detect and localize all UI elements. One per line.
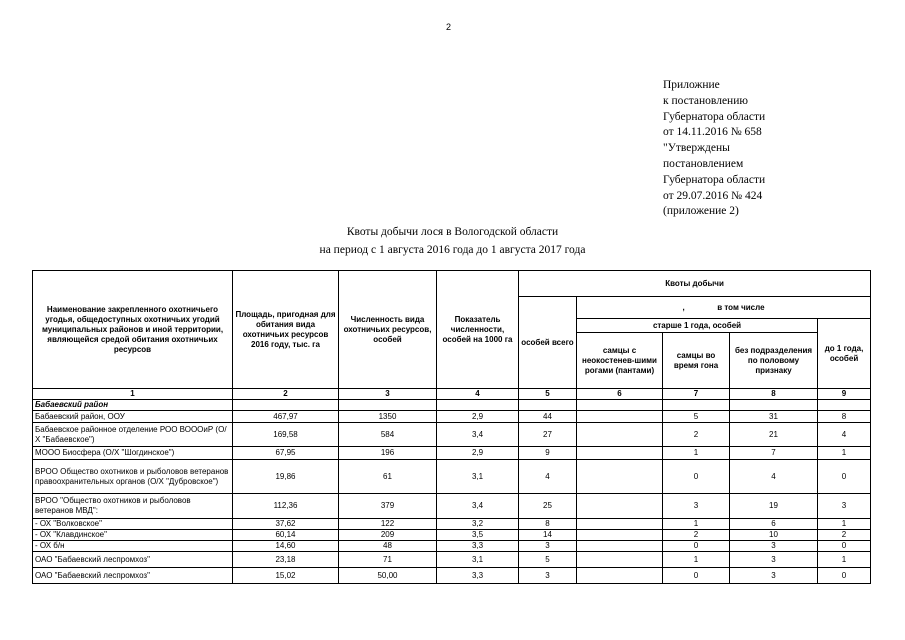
- cell-no-sex: 19: [730, 494, 818, 519]
- cell-area: 169,58: [233, 423, 339, 447]
- document-title: [0, 223, 905, 259]
- cell-males-no-antlers: [577, 541, 663, 552]
- cell-area: 112,36: [233, 494, 339, 519]
- cell-males-rut: 0: [663, 460, 730, 494]
- header-density: Показатель численности, особей на 1000 га: [437, 271, 519, 389]
- header-quotas: Квоты добычи: [519, 271, 871, 297]
- cell-density: 3,1: [437, 460, 519, 494]
- appendix-line: Губернатора области: [663, 110, 766, 123]
- cell-total: 4: [519, 460, 577, 494]
- cell-under-one: 2: [818, 530, 871, 541]
- cell-total: 27: [519, 423, 577, 447]
- table-row: [33, 460, 871, 494]
- column-number: 3: [339, 389, 437, 400]
- cell-total: 8: [519, 519, 577, 530]
- cell-under-one: 8: [818, 411, 871, 423]
- cell-under-one: 1: [818, 552, 871, 568]
- cell-total: 5: [519, 552, 577, 568]
- cell-males-rut: 0: [663, 541, 730, 552]
- cell-density: 3,5: [437, 530, 519, 541]
- cell-density: 2,9: [437, 447, 519, 460]
- cell-name: - ОХ "Клавдинское": [33, 530, 233, 541]
- cell-population: 50,00: [339, 568, 437, 584]
- cell-area: 23,18: [233, 552, 339, 568]
- cell-under-one: 0: [818, 460, 871, 494]
- cell-no-sex: 3: [730, 541, 818, 552]
- appendix-line: постановлением: [663, 157, 744, 170]
- cell-under-one: 0: [818, 541, 871, 552]
- column-number: 8: [730, 389, 818, 400]
- column-number: 1: [33, 389, 233, 400]
- cell-males-rut: 2: [663, 423, 730, 447]
- page-number: 2: [446, 22, 452, 32]
- title-line-1: Квоты добычи лося в Вологодской области: [346, 226, 559, 238]
- cell-under-one: 3: [818, 494, 871, 519]
- cell-area: 15,02: [233, 568, 339, 584]
- header-total: особей всего: [519, 297, 577, 389]
- cell-population: 584: [339, 423, 437, 447]
- table-row: [33, 552, 871, 568]
- cell-males-rut: 3: [663, 494, 730, 519]
- cell-population: 61: [339, 460, 437, 494]
- header-older: старше 1 года, особей: [577, 319, 818, 333]
- appendix-line: "Утверждены: [663, 142, 730, 155]
- appendix-line: Губернатора области: [663, 173, 766, 186]
- cell-no-sex: 6: [730, 519, 818, 530]
- header-population: Численность вида охотничьих ресурсов, особей: [339, 271, 437, 389]
- cell-total: 25: [519, 494, 577, 519]
- appendix-line: Приложние: [663, 79, 720, 91]
- table-row: [33, 530, 871, 541]
- table-row: [33, 568, 871, 584]
- column-number-row: [33, 389, 871, 400]
- column-number: 7: [663, 389, 730, 400]
- cell-males-no-antlers: [577, 519, 663, 530]
- cell-no-sex: 10: [730, 530, 818, 541]
- cell-population: 379: [339, 494, 437, 519]
- cell-males-rut: 1: [663, 447, 730, 460]
- header-no-sex: без подразделения по половому признаку: [730, 333, 818, 389]
- appendix-line: от 29.07.2016 № 424: [663, 189, 763, 202]
- header-under-one: до 1 года, особей: [818, 319, 871, 389]
- header-name: Наименование закрепленного охотничьего угодья, общедоступных охотничьих угодий муниципальных районов и иной территории, являющейся средой обитания охотничьих ресурсов: [33, 271, 233, 389]
- appendix-note: [663, 78, 765, 220]
- cell-males-rut: 0: [663, 568, 730, 584]
- cell-density: 3,1: [437, 552, 519, 568]
- cell-area: 19,86: [233, 460, 339, 494]
- cell-area: 37,62: [233, 519, 339, 530]
- cell-density: 3,3: [437, 568, 519, 584]
- cell-name: МООО Биосфера (О/Х "Шогдинское"): [33, 447, 233, 460]
- cell-density: 2,9: [437, 411, 519, 423]
- cell-males-no-antlers: [577, 411, 663, 423]
- header-including-mark: ,: [682, 302, 685, 312]
- column-number: 9: [818, 389, 871, 400]
- header-area: Площадь, пригодная для обитания вида охотничьих ресурсов 2016 году, тыс. га: [233, 271, 339, 389]
- title-line-2: на период с 1 августа 2016 года до 1 августа 2017 года: [319, 244, 586, 256]
- cell-area: 60,14: [233, 530, 339, 541]
- cell-density: 3,4: [437, 494, 519, 519]
- cell-males-rut: 5: [663, 411, 730, 423]
- cell-males-no-antlers: [577, 447, 663, 460]
- appendix-line: (приложение 2): [663, 205, 739, 218]
- quota-table: [32, 270, 871, 584]
- table-row: [33, 541, 871, 552]
- header-including: [577, 297, 871, 319]
- cell-under-one: 0: [818, 568, 871, 584]
- header-males-no-antlers: самцы с неокостенев-шими рогами (пантами): [577, 333, 663, 389]
- table-row: [33, 447, 871, 460]
- cell-name: ВРОО "Общество охотников и рыболовов ветеранов МВД":: [33, 494, 233, 519]
- cell-name: ВРОО Общество охотников и рыболовов ветеранов правоохранительных органов (О/Х "Дубровское"): [33, 460, 233, 494]
- column-number: 4: [437, 389, 519, 400]
- table-row: [33, 494, 871, 519]
- cell-total: 14: [519, 530, 577, 541]
- column-number: 2: [233, 389, 339, 400]
- cell-density: 3,3: [437, 541, 519, 552]
- district-row: [33, 400, 871, 411]
- cell-males-no-antlers: [577, 460, 663, 494]
- column-number: 5: [519, 389, 577, 400]
- header-including-label: в том числе: [717, 302, 765, 312]
- cell-males-no-antlers: [577, 423, 663, 447]
- cell-total: 9: [519, 447, 577, 460]
- cell-population: 209: [339, 530, 437, 541]
- cell-males-no-antlers: [577, 494, 663, 519]
- cell-total: 3: [519, 541, 577, 552]
- cell-no-sex: 31: [730, 411, 818, 423]
- cell-males-rut: 2: [663, 530, 730, 541]
- appendix-line: от 14.11.2016 № 658: [663, 126, 762, 139]
- district-name: Бабаевский район: [33, 400, 233, 411]
- table-row: [33, 423, 871, 447]
- cell-under-one: 1: [818, 447, 871, 460]
- cell-males-rut: 1: [663, 519, 730, 530]
- cell-area: 14,60: [233, 541, 339, 552]
- cell-no-sex: 4: [730, 460, 818, 494]
- cell-name: Бабаевское районное отделение РОО ВОООиР (О/Х "Бабаевское"): [33, 423, 233, 447]
- cell-no-sex: 3: [730, 568, 818, 584]
- cell-area: 67,95: [233, 447, 339, 460]
- cell-no-sex: 3: [730, 552, 818, 568]
- cell-total: 44: [519, 411, 577, 423]
- cell-population: 71: [339, 552, 437, 568]
- cell-name: ОАО "Бабаевский леспромхоз": [33, 552, 233, 568]
- cell-population: 122: [339, 519, 437, 530]
- cell-under-one: 1: [818, 519, 871, 530]
- cell-no-sex: 7: [730, 447, 818, 460]
- cell-population: 48: [339, 541, 437, 552]
- cell-name: - ОХ б/н: [33, 541, 233, 552]
- cell-density: 3,2: [437, 519, 519, 530]
- cell-males-rut: 1: [663, 552, 730, 568]
- cell-name: - ОХ "Волковское": [33, 519, 233, 530]
- column-number: 6: [577, 389, 663, 400]
- cell-area: 467,97: [233, 411, 339, 423]
- header-males-rut: самцы во время гона: [663, 333, 730, 389]
- cell-name: Бабаевский район, ООУ: [33, 411, 233, 423]
- cell-total: 3: [519, 568, 577, 584]
- table-row: [33, 411, 871, 423]
- cell-name: ОАО "Бабаевский леспромхоз": [33, 568, 233, 584]
- appendix-line: к постановлению: [663, 94, 748, 107]
- cell-no-sex: 21: [730, 423, 818, 447]
- cell-males-no-antlers: [577, 530, 663, 541]
- cell-density: 3,4: [437, 423, 519, 447]
- table-row: [33, 519, 871, 530]
- cell-males-no-antlers: [577, 568, 663, 584]
- cell-population: 196: [339, 447, 437, 460]
- cell-under-one: 4: [818, 423, 871, 447]
- cell-population: 1350: [339, 411, 437, 423]
- cell-males-no-antlers: [577, 552, 663, 568]
